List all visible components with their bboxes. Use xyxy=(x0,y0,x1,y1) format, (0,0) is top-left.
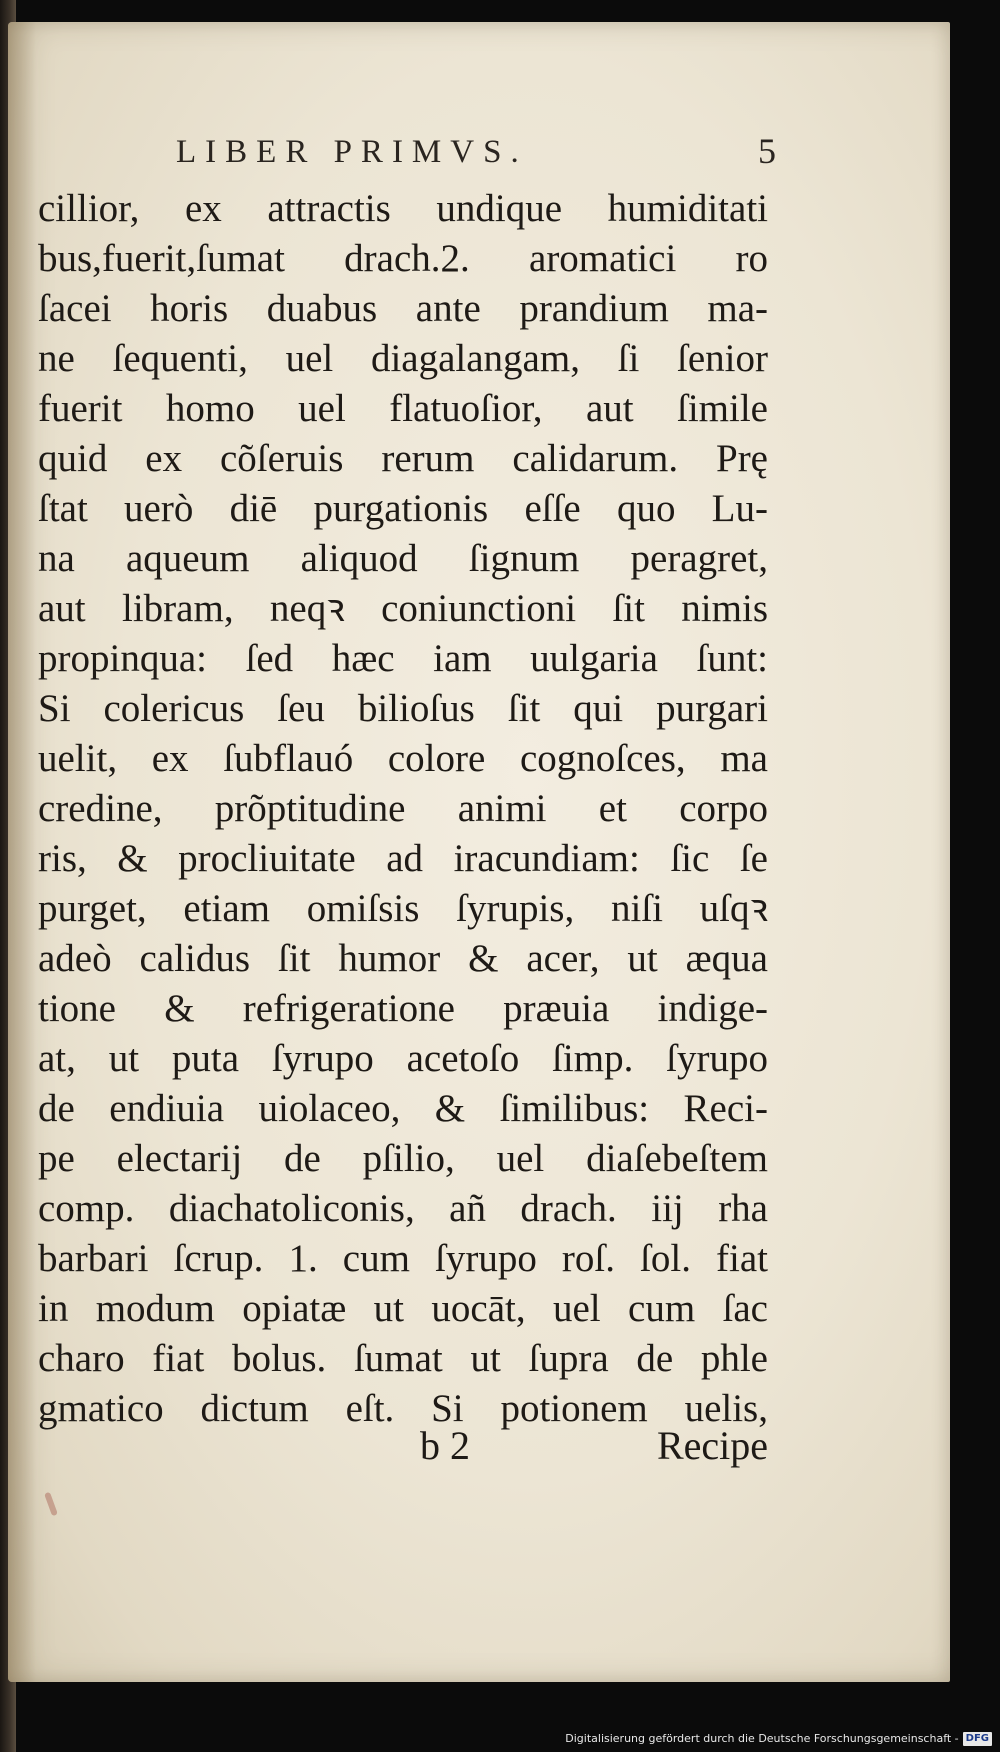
text-line: gmatico dictum eſt. Si potionem uelis, xyxy=(38,1387,768,1430)
text-line: charo fiat bolus. ſumat ut ſupra de phle xyxy=(38,1337,768,1380)
text-line: tione & refrigeratione præuia indige- xyxy=(38,987,768,1030)
text-line: na aqueum aliquod ſignum peragret, xyxy=(38,537,768,580)
book-page xyxy=(8,22,950,1682)
text-line: at, ut puta ſyrupo acetoſo ſimp. ſyrupo xyxy=(38,1037,768,1080)
text-line: propinqua: ſed hæc iam uulgaria ſunt: xyxy=(38,637,768,680)
text-line: fuerit homo uel flatuoſior, aut ſimile xyxy=(38,387,768,430)
text-line: adeò calidus ſit humor & acer, ut æqua xyxy=(38,937,768,980)
ink-stain xyxy=(44,1492,58,1517)
text-line: purget, etiam omiſsis ſyrupis, niſi uſqꝛ xyxy=(38,887,768,930)
text-line: de endiuia uiolaceo, & ſimilibus: Reci- xyxy=(38,1087,768,1130)
text-line: quid ex cõſeruis rerum calidarum. Prę xyxy=(38,437,768,480)
text-line: credine, prõptitudine animi et corpo xyxy=(38,787,768,830)
text-line: uelit, ex ſubflauó colore cognoſces, ma xyxy=(38,737,768,780)
text-line: barbari ſcrup. 1. cum ſyrupo roſ. ſol. fiat xyxy=(38,1237,768,1280)
text-line: cillior, ex attractis undique humiditati xyxy=(38,187,768,230)
signature-line xyxy=(38,1420,768,1472)
text-line: pe electarij de pſilio, uel diaſebeſtem xyxy=(38,1137,768,1180)
page-number: 5 xyxy=(758,131,776,171)
page-header xyxy=(176,122,776,182)
dfg-logo-icon: DFG xyxy=(963,1732,992,1746)
text-line: ne ſequenti, uel diagalangam, ſi ſenior xyxy=(38,337,768,380)
signature-mark: b 2 xyxy=(420,1423,470,1468)
digitization-credit xyxy=(565,1730,992,1748)
catchword: Recipe xyxy=(656,1423,768,1468)
text-line: bus,fuerit,ſumat drach.2. aromatici ro xyxy=(38,237,768,280)
text-line: comp. diachatoliconis, añ drach. iij rha xyxy=(38,1187,768,1230)
body-text xyxy=(38,184,768,1434)
text-line: ſtat uerò diē purgationis eſſe quo Lu- xyxy=(38,487,768,530)
text-line: in modum opiatæ ut uocāt, uel cum ſac xyxy=(38,1287,768,1330)
running-head: LIBER PRIMVS. xyxy=(176,134,528,170)
text-line: aut libram, neqꝛ coniunctioni ſit nimis xyxy=(38,587,768,630)
text-line: ſacei horis duabus ante prandium ma- xyxy=(38,287,768,330)
text-line: ris, & procliuitate ad iracundiam: ſic ſe xyxy=(38,837,768,880)
text-line: Si colericus ſeu bilioſus ſit qui purgari xyxy=(38,687,768,730)
credit-text: Digitalisierung gefördert durch die Deutsche Forschungsgemeinschaft - xyxy=(565,1732,959,1745)
